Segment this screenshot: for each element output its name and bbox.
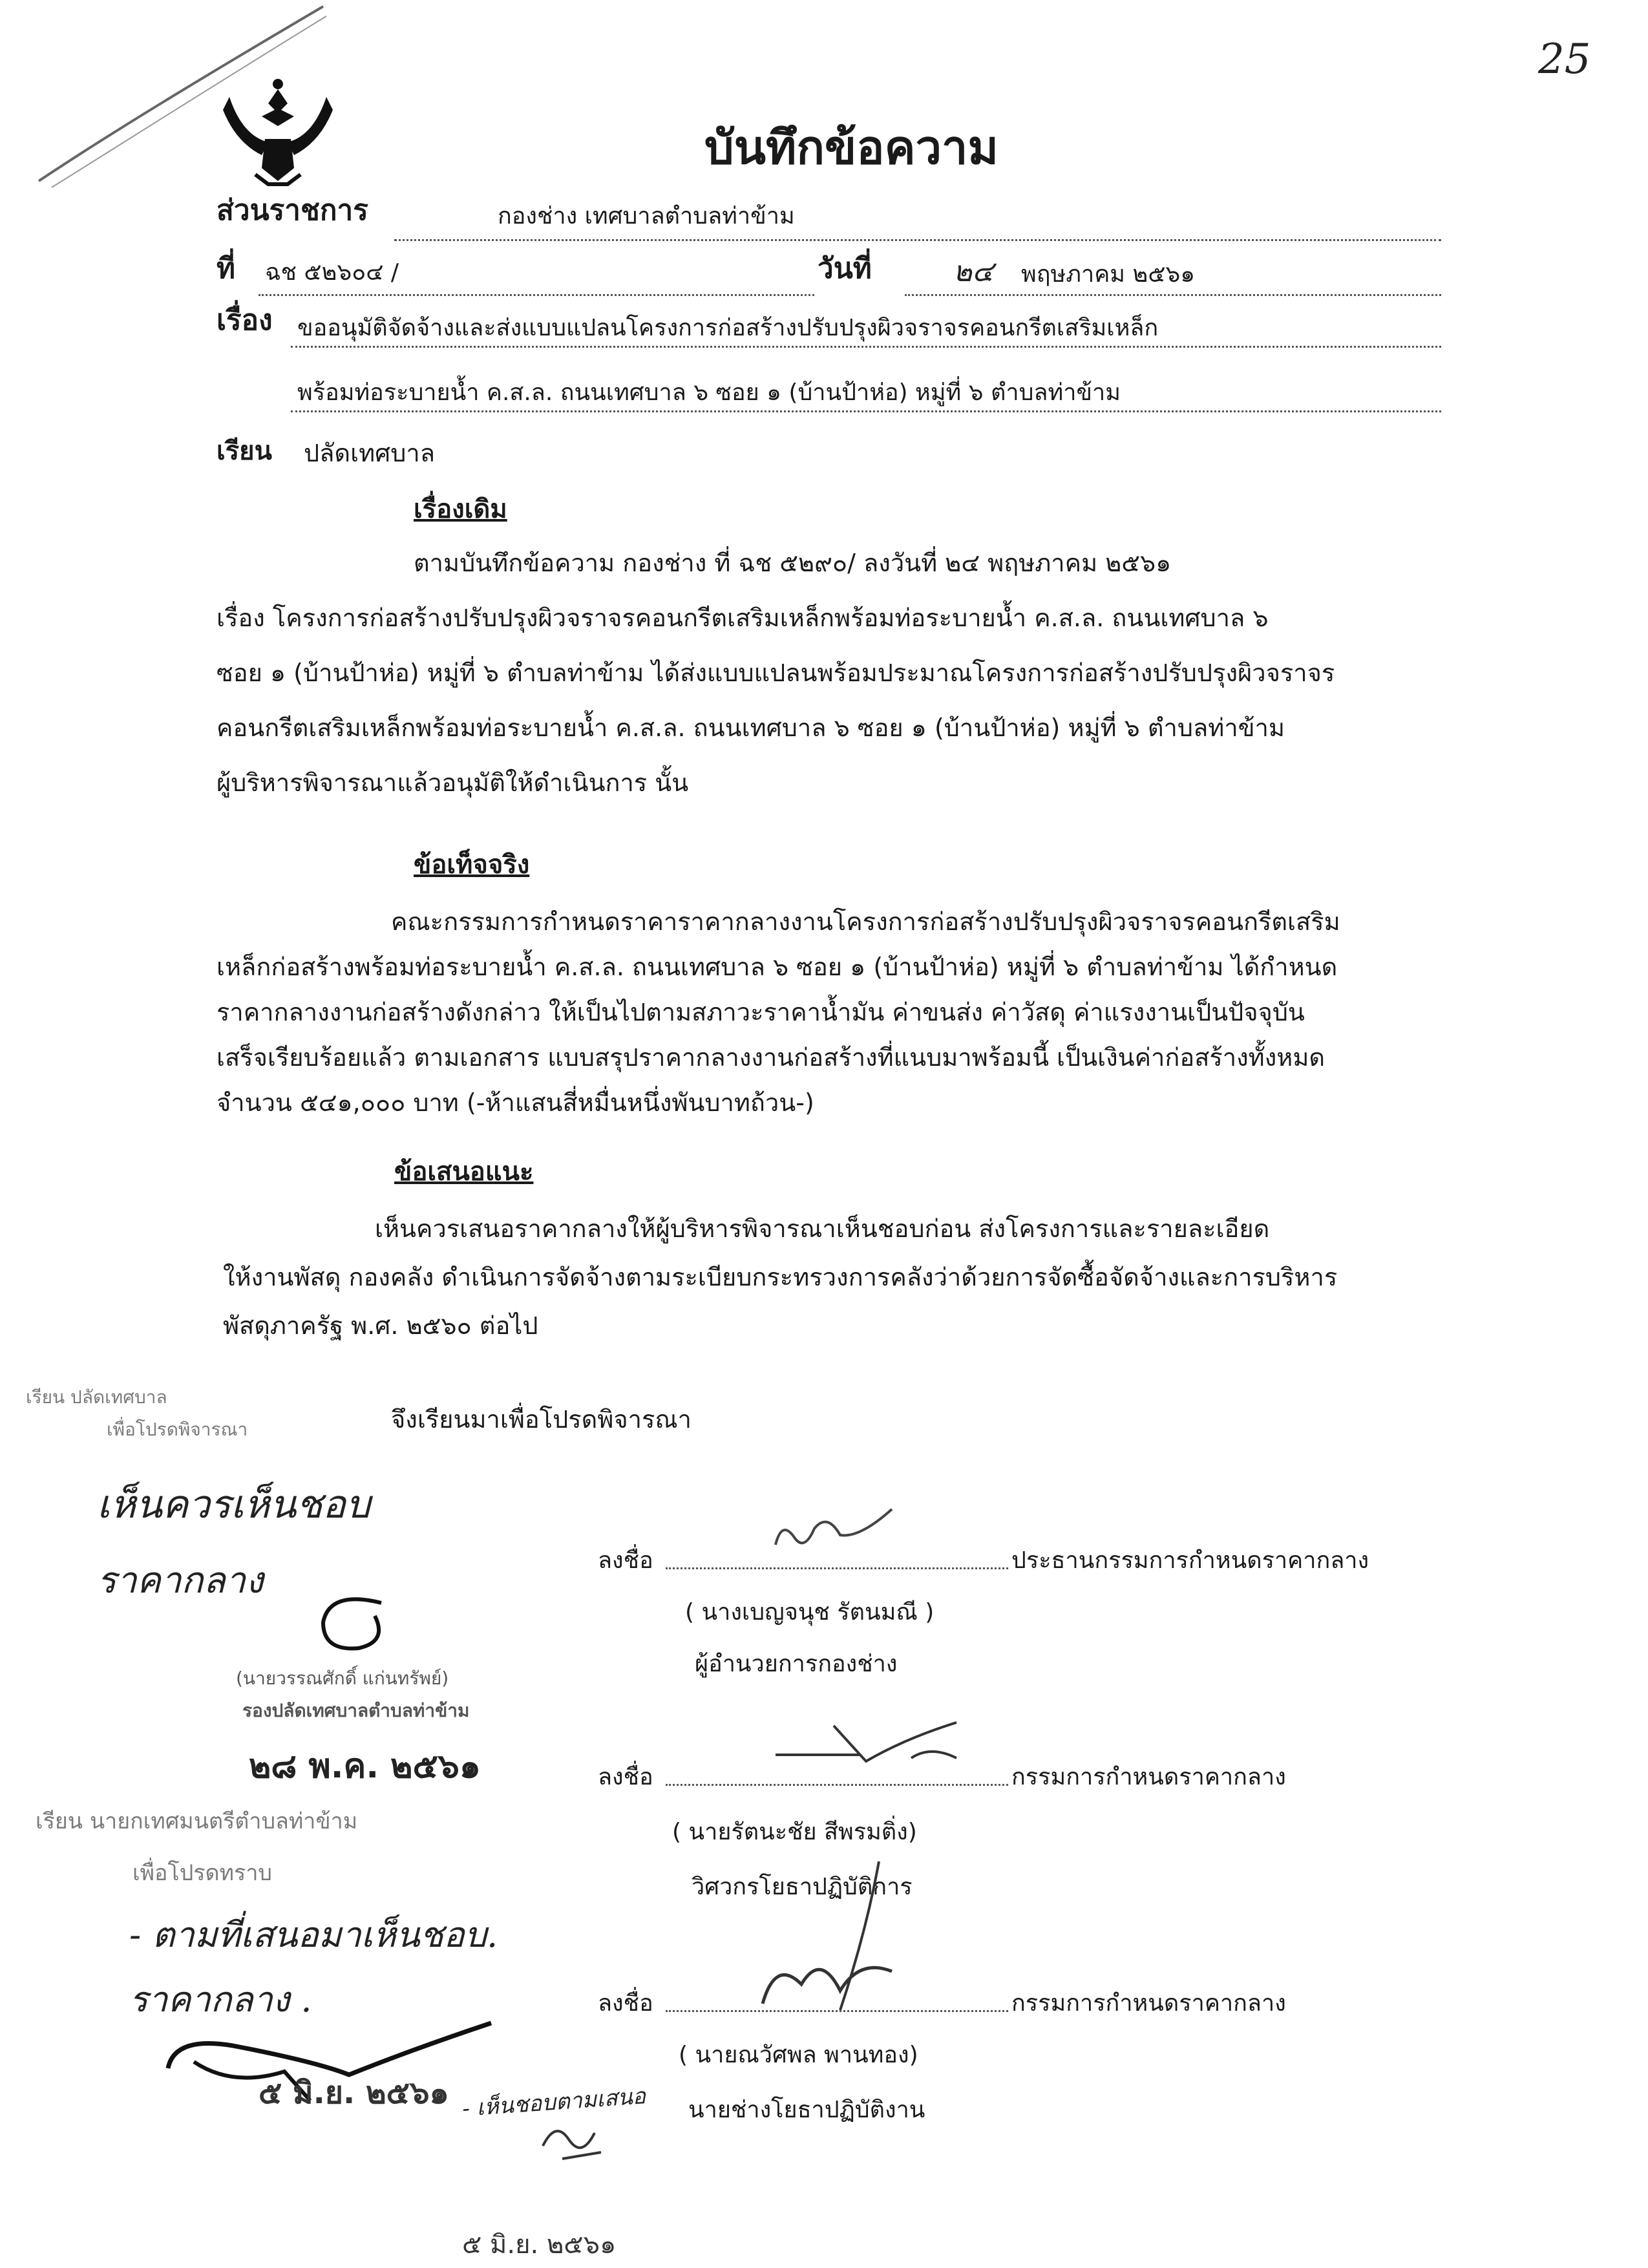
facts-heading: ข้อเท็จจริง	[414, 850, 530, 880]
stamp1-line2: เพื่อโปรดพิจารณา	[107, 1419, 248, 1440]
signature-stroke	[323, 1599, 381, 1648]
subject-label: เรื่อง	[217, 304, 273, 337]
date-dotline	[905, 294, 1441, 296]
facts-line: ราคากลางงานก่อสร้างดังกล่าว ให้เป็นไปตามสภาวะราคาน้ำมัน ค่าขนส่ง ค่าวัสดุ ค่าแรงงานเป็นปัจจุบัน	[217, 998, 1305, 1026]
signature-name: ( นางเบญจนุช รัตนมณี )	[685, 1599, 935, 1626]
ref-value: ฉช ๕๒๖๐๔ /	[265, 259, 399, 286]
document-title: บันทึกข้อความ	[704, 120, 998, 175]
facts-line: จำนวน ๕๔๑,๐๐๐ บาท (-ห้าแสนสี่หมื่นหนึ่งพันบาทถ้วน-)	[217, 1088, 814, 1117]
deputy-signature	[304, 1590, 407, 1668]
signature-stroke	[543, 2131, 601, 2159]
agency-label: ส่วนราชการ	[217, 194, 368, 227]
background-line: ผู้บริหารพิจารณาแล้วอนุมัติให้ดำเนินการ นั้น	[217, 768, 689, 797]
proposal-line: เห็นควรเสนอราคากลางให้ผู้บริหารพิจารณาเห็นชอบก่อน ส่งโครงการและรายละเอียด	[375, 1214, 1270, 1243]
proposal-heading: ข้อเสนอแนะ	[394, 1157, 534, 1187]
signature-position: ผู้อำนวยการกองช่าง	[695, 1651, 898, 1677]
handwritten-note-3: - เห็นชอบตามเสนอ	[461, 2083, 647, 2122]
signature-stroke	[168, 2023, 491, 2075]
date-month-year: พฤษภาคม ๒๕๖๑	[1021, 261, 1196, 288]
signature-role: กรรมการกำหนดราคากลาง	[1011, 1990, 1286, 2017]
signature-stroke	[776, 1509, 892, 1545]
to-label: เรียน	[217, 436, 272, 466]
subject-dotline-2	[291, 410, 1441, 412]
signature-position: นายช่างโยธาปฏิบัติงาน	[688, 2097, 925, 2123]
ref-label: ที่	[217, 252, 236, 285]
signature-3	[750, 1855, 931, 2017]
signature-stroke	[763, 1967, 892, 2004]
stamp2-line2: เพื่อโปรดทราบ	[132, 1860, 272, 1886]
sign-prefix: ลงชื่อ	[598, 1990, 653, 2017]
handwritten-note-1: เห็นควรเห็นชอบ	[97, 1482, 371, 1527]
subject-line-1: ขออนุมัติจัดจ้างและส่งแบบแปลนโครงการก่อสร้างปรับปรุงผิวจราจรคอนกรีตเสริมเหล็ก	[297, 315, 1159, 341]
signature-role: ประธานกรรมการกำหนดราคากลาง	[1011, 1547, 1369, 1574]
signature-name: ( นายณวัศพล พานทอง)	[679, 2042, 918, 2068]
date-day: ๒๔	[953, 255, 994, 288]
date-label: วันที่	[818, 252, 872, 285]
background-line: ซอย ๑ (บ้านป้าห่อ) หมู่ที่ ๖ ตำบลท่าข้าม ได้ส่งแบบแปลนพร้อมประมาณโครงการก่อสร้างปรับปรุงผิวจราจร	[217, 659, 1335, 687]
sign-dotline	[666, 1567, 1008, 1569]
handwritten-note-2: - ตามที่เสนอมาเห็นชอบ.	[129, 1914, 498, 1955]
signature-role: กรรมการกำหนดราคากลาง	[1011, 1764, 1286, 1790]
signature-2	[763, 1693, 982, 1777]
background-line: เรื่อง โครงการก่อสร้างปรับปรุงผิวจราจรคอนกรีตเสริมเหล็กพร้อมท่อระบายน้ำ ค.ส.ล. ถนนเทศบาล ๖	[217, 604, 1269, 632]
handwritten-note-1b: ราคากลาง	[97, 1560, 264, 1602]
stamp2-line1: เรียน นายกเทศมนตรีตำบลท่าข้าม	[36, 1808, 358, 1834]
mayor-date-stamp: ๕ มิ.ย. ๒๕๖๑	[259, 2075, 449, 2111]
closing-line: จึงเรียนมาเพื่อโปรดพิจารณา	[391, 1405, 692, 1434]
ref-dotline	[259, 294, 814, 296]
background-line: คอนกรีตเสริมเหล็กพร้อมท่อระบายน้ำ ค.ส.ล. ถนนเทศบาล ๖ ซอย ๑ (บ้านป้าห่อ) หมู่ที่ ๖ ตำบลท่าข้าม	[217, 714, 1285, 742]
deputy-date-stamp: ๒๘ พ.ค. ๒๕๖๑	[249, 1747, 481, 1786]
signature-name: ( นายรัตนะชัย สีพรมติ่ง)	[672, 1819, 917, 1845]
facts-line: คณะกรรมการกำหนดราคาราคากลางงานโครงการก่อสร้างปรับปรุงผิวจราจรคอนกรีตเสริม	[391, 907, 1340, 936]
proposal-line: ให้งานพัสดุ กองคลัง ดำเนินการจัดจ้างตามระเบียบกระทรวงการคลังว่าด้วยการจัดซื้อจัดจ้างและการบริหาร	[223, 1263, 1338, 1291]
deputy-title: รองปลัดเทศบาลตำบลท่าข้าม	[242, 1700, 470, 1721]
sign-prefix: ลงชื่อ	[598, 1547, 653, 1574]
page-number: 25	[1538, 36, 1591, 83]
garuda-emblem	[217, 78, 339, 187]
deputy-name: (นายวรรณศักดิ์ แก่นทรัพย์)	[236, 1668, 449, 1689]
background-line: ตามบันทึกข้อความ กองช่าง ที่ ฉช ๕๒๙๐/ ลงวันที่ ๒๔ พฤษภาคม ๒๕๖๑	[414, 549, 1172, 577]
agency-dotline	[394, 239, 1441, 241]
to-value: ปลัดเทศบาล	[304, 439, 435, 467]
facts-line: เสร็จเรียบร้อยแล้ว ตามเอกสาร แบบสรุปราคากลางงานก่อสร้างที่แนบมาพร้อมนี้ เป็นเงินค่าก่อสร้างทั้งหมด	[217, 1043, 1326, 1072]
subject-dotline-1	[291, 346, 1441, 348]
signature-stroke	[776, 1722, 956, 1761]
agency-value: กองช่าง เทศบาลตำบลท่าข้าม	[498, 203, 795, 229]
sign-prefix: ลงชื่อ	[598, 1764, 653, 1790]
signature-position: วิศวกรโยธาปฏิบัติการ	[692, 1874, 913, 1900]
sign-dotline	[666, 1784, 1008, 1786]
subject-line-2: พร้อมท่อระบายน้ำ ค.ส.ล. ถนนเทศบาล ๖ ซอย ๑ (บ้านป้าห่อ) หมู่ที่ ๖ ตำบลท่าข้าม	[297, 379, 1121, 406]
signature-1	[769, 1500, 898, 1558]
proposal-line: พัสดุภาครัฐ พ.ศ. ๒๕๖๐ ต่อไป	[223, 1311, 538, 1340]
facts-line: เหล็กก่อสร้างพร้อมท่อระบายน้ำ ค.ส.ล. ถนนเทศบาล ๖ ซอย ๑ (บ้านป้าห่อ) หมู่ที่ ๖ ตำบลท่าข้าม ได้กำหนด	[217, 953, 1338, 981]
bottom-date-stamp: ๕ มิ.ย. ๒๕๖๑	[462, 2230, 617, 2260]
stamp1-line1: เรียน ปลัดเทศบาล	[26, 1386, 167, 1408]
small-signature	[536, 2114, 614, 2172]
background-heading: เรื่องเดิม	[414, 494, 507, 524]
signature-stroke	[840, 1861, 879, 2010]
handwritten-note-2b: ราคากลาง .	[129, 1979, 312, 2020]
